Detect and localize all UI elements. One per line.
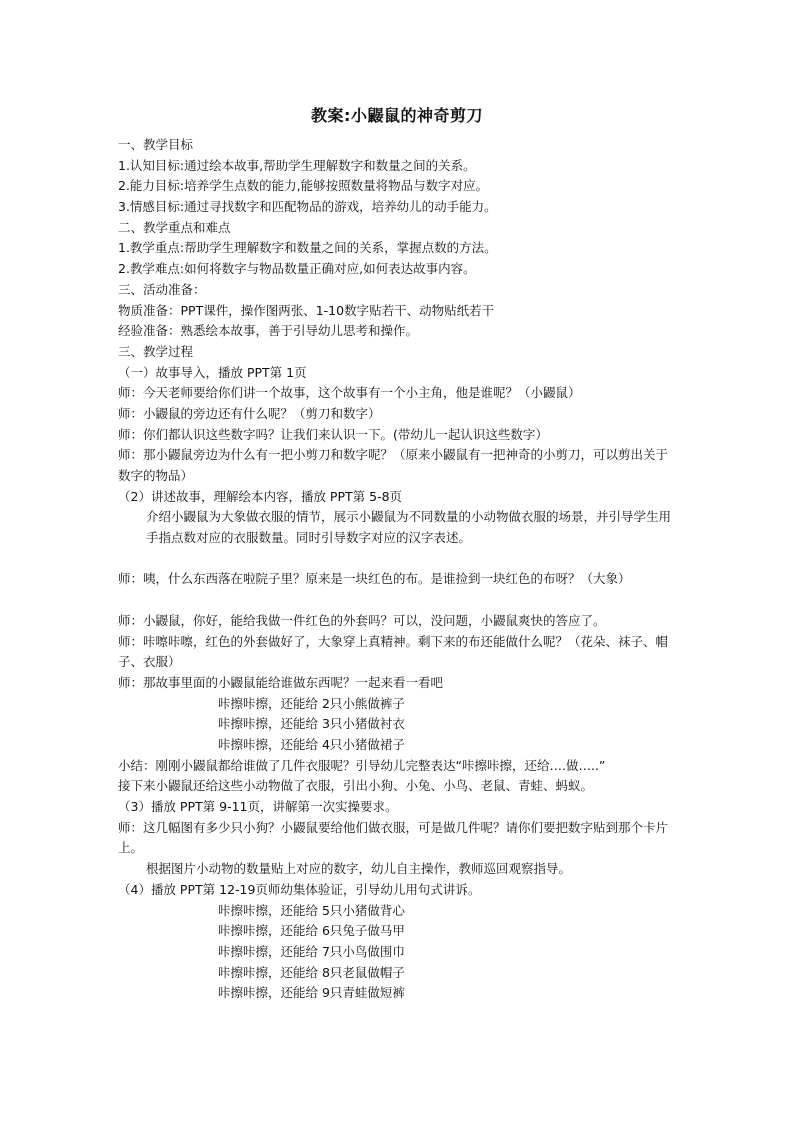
- chant-line: 咔擦咔擦，还能给 2只小熊做裤子: [218, 695, 405, 711]
- paragraph: 根据图片小动物的数量贴上对应的数字，幼儿自主操作，教师巡回观察指导。: [146, 861, 572, 877]
- focus-difficulty: 2.教学难点:如何将数字与物品数量正确对应,如何表达故事内容。: [118, 261, 476, 277]
- prep-experience: 经验准备：熟悉绘本故事，善于引导幼儿思考和操作。: [118, 323, 419, 339]
- goal-ability: 2.能力目标:培养学生点数的能力,能够按照数量将物品与数字对应。: [118, 178, 489, 194]
- paragraph: 介绍小鼹鼠为大象做衣服的情节，展示小鼹鼠为不同数量的小动物做衣服的场景，并引导学生用手指点数对应的衣服数量。同时引导数字对应的汉字表述。: [146, 509, 672, 546]
- chant-line: 咔擦咔擦，还能给 3只小猪做衬衣: [218, 716, 405, 732]
- dialog-line: 师：小鼹鼠的旁边还有什么呢？（剪刀和数字）: [118, 405, 381, 421]
- dialog-line: 师：这几幅图有多少只小狗？小鼹鼠要给他们做衣服，可是做几件呢？请你们要把数字贴到那个卡片上。: [118, 819, 669, 856]
- section-heading-process: 三、教学过程: [118, 343, 194, 359]
- goal-cognitive: 1.认知目标:通过绘本故事,帮助学生理解数字和数量之间的关系。: [118, 157, 476, 173]
- chant-line: 咔擦咔擦，还能给 6只兔子做马甲: [218, 923, 405, 939]
- chant-line: 咔擦咔擦，还能给 8只老鼠做帽子: [218, 964, 405, 980]
- chant-line: 咔擦咔擦，还能给 4只小猪做裙子: [218, 737, 405, 752]
- dialog-line: 师：咦，什么东西落在啦院子里？原来是一块红色的布。是谁捡到一块红色的布呀？（大象）: [118, 571, 631, 587]
- chant-line: 咔擦咔擦，还能给 7只小鸟做围巾: [218, 943, 405, 959]
- step-4-heading: （4）播放 PPT第 12-19页师幼集体验证，引导幼儿用句式讲诉。: [118, 881, 481, 897]
- dialog-line: 师：那故事里面的小鼹鼠能给谁做东西呢？一起来看一看吧: [118, 674, 444, 690]
- goal-emotion: 3.情感目标:通过寻找数字和匹配物品的游戏，培养幼儿的动手能力。: [118, 199, 497, 215]
- dialog-line: 师：小鼹鼠，你好，能给我做一件红色的外套吗？可以，没问题，小鼹鼠爽快的答应了。: [118, 612, 606, 628]
- dialog-line: 师：咔嚓咔嚓，红色的外套做好了，大象穿上真精神。剩下来的布还能做什么呢？（花朵、袜子、帽子、衣服）: [118, 633, 669, 670]
- step-3-heading: （3）播放 PPT第 9-11页，讲解第一次实操要求。: [118, 799, 398, 815]
- focus-key-point: 1.教学重点:帮助学生理解数字和数量之间的关系，掌握点数的方法。: [118, 240, 497, 256]
- document-title: 教案:小鼹鼠的神奇剪刀: [311, 106, 483, 125]
- section-heading-goals: 一、教学目标: [118, 137, 194, 152]
- dialog-line: 师：你们都认识这些数字吗？让我们来认识一下。(带幼儿一起认识这些数字）: [118, 426, 548, 442]
- section-heading-preparation: 三、活动准备：: [118, 281, 206, 297]
- summary-line: 小结：刚刚小鼹鼠都给谁做了几件衣服呢？引导幼儿完整表达“咔擦咔擦，还给….做…..”: [118, 757, 606, 773]
- step-2-heading: （2）讲述故事，理解绘本内容，播放 PPT第 5-8页: [118, 488, 403, 504]
- chant-line: 咔擦咔擦，还能给 5只小猪做背心: [218, 902, 405, 918]
- section-heading-focus: 二、教学重点和难点: [118, 219, 231, 235]
- dialog-line: 师：那小鼹鼠旁边为什么有一把小剪刀和数字呢？（原来小鼹鼠有一把神奇的小剪刀，可以剪出关于数字的物品）: [118, 447, 669, 484]
- summary-line: 接下来小鼹鼠还给这些小动物做了衣服，引出小狗、小兔、小鸟、老鼠、青蛙、蚂蚁。: [118, 778, 594, 794]
- document-body: [118, 135, 678, 1004]
- blank-line: [118, 549, 678, 570]
- prep-materials: 物质准备：PPT课件，操作图两张、1-10数字贴若干、动物贴纸若干: [118, 302, 495, 318]
- dialog-line: 师：今天老师要给你们讲一个故事，这个故事有一个小主角，他是谁呢？（小鼹鼠）: [118, 385, 581, 401]
- step-1-heading: （一）故事导入，播放 PPT第 1页: [118, 364, 307, 380]
- chant-line: 咔擦咔擦，还能给 9只青蛙做短裤: [218, 985, 405, 1001]
